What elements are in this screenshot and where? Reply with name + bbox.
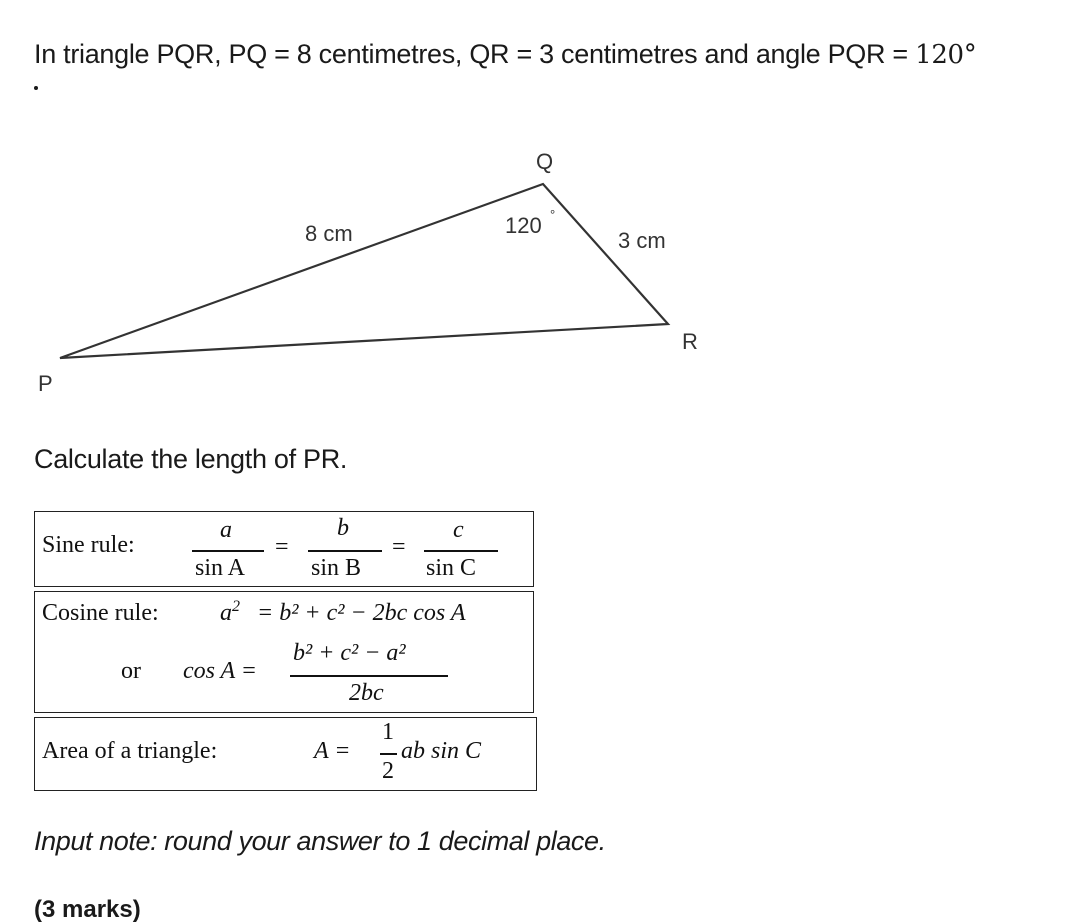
cosine-rule-label: Cosine rule: [42, 600, 159, 626]
area-half-numerator: 1 [382, 719, 394, 745]
area-lhs: A = [314, 738, 351, 764]
vertex-label-p: P [38, 371, 53, 396]
cosine-rule-lhs: $a^2$ [220, 598, 240, 626]
side-label-pq: 8 cm [305, 221, 353, 246]
question-statement: In triangle PQR, PQ = 8 centimetres, QR = 3 centimetres and angle PQR = [34, 39, 916, 69]
sine-num-b: b [337, 515, 349, 541]
sine-den-b: sin B [311, 555, 362, 581]
sine-equals-1: = [275, 534, 289, 560]
triangle-pqr [60, 184, 668, 358]
cosine-cos-lhs: cos A = [183, 658, 257, 684]
sine-rule-box [34, 511, 534, 587]
side-label-qr: 3 cm [618, 228, 666, 253]
area-half-frac-line [380, 753, 397, 755]
cosine-numerator: b² + c² − a² [293, 640, 406, 666]
sine-den-a: sin A [195, 555, 246, 581]
vertex-label-q: Q [536, 149, 554, 174]
sine-equals-2: = [392, 534, 406, 560]
cosine-rule-box [34, 591, 534, 713]
marks-label: (3 marks) [34, 896, 141, 923]
sine-den-c: sin C [426, 555, 477, 581]
cosine-or-label: or [121, 658, 141, 684]
sine-frac-line-b [308, 550, 382, 552]
cosine-denominator: 2bc [349, 680, 384, 706]
sine-frac-line-c [424, 550, 498, 552]
area-formula-box [34, 717, 537, 791]
input-note: Input note: round your answer to 1 decimal place. [34, 826, 606, 856]
area-label: Area of a triangle: [42, 738, 218, 764]
area-rhs: ab sin C [401, 738, 482, 764]
cosine-rule-rhs: = b² + c² − 2bc cos A [257, 600, 466, 626]
sine-frac-line-a [192, 550, 264, 552]
sine-rule-label: Sine rule: [42, 532, 135, 558]
angle-label-q: 120 [505, 213, 542, 238]
vertex-label-r: R [682, 329, 698, 354]
angle-value: 120° [915, 40, 977, 70]
cosine-frac-line [290, 675, 448, 677]
sine-num-c: c [453, 517, 464, 543]
sine-num-a: a [220, 517, 232, 543]
area-half-denominator: 2 [382, 758, 394, 784]
angle-degree-symbol: ° [550, 207, 556, 222]
instruction-text: Calculate the length of PR. [34, 444, 348, 474]
